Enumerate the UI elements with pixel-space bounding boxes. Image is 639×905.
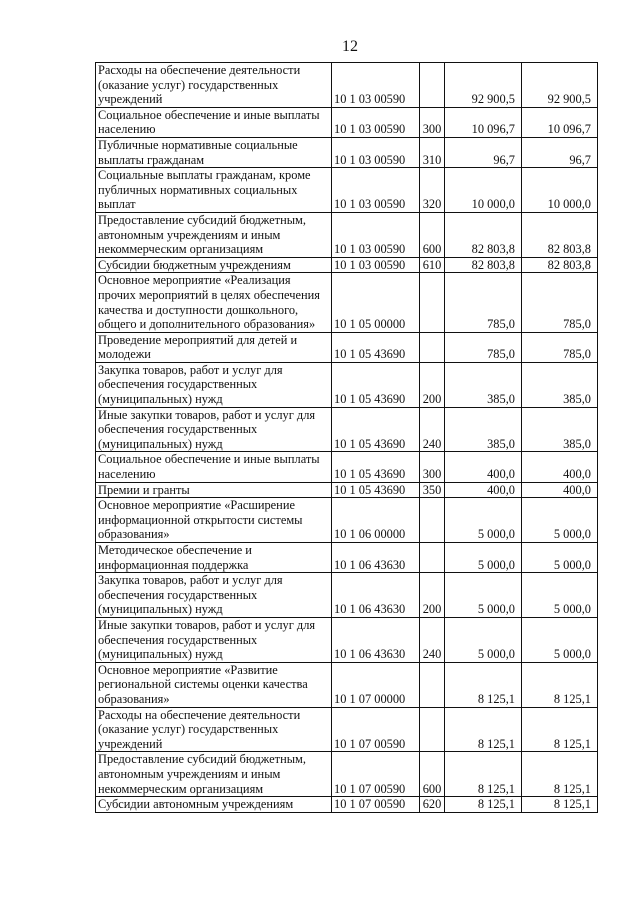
row-name-cell: Субсидии автономным учреждениям — [96, 797, 332, 813]
row-name-cell: Публичные нормативные социальные выплаты гражданам — [96, 137, 332, 167]
row-sum-cell: 400,0 — [445, 452, 522, 482]
row-sum-cell: 5 000,0 — [445, 617, 522, 662]
row-name-cell: Субсидии бюджетным учреждениям — [96, 257, 332, 273]
table-row — [96, 332, 598, 362]
row-name-cell: Премии и гранты — [96, 482, 332, 498]
row-name-cell: Иные закупки товаров, работ и услуг для обеспечения государственных (муниципальных) нужд — [96, 617, 332, 662]
row-sum-cell: 8 125,1 — [445, 707, 522, 752]
row-sum-cell: 8 125,1 — [445, 797, 522, 813]
row-name-cell: Основное мероприятие «Расширение информационной открытости системы образования» — [96, 498, 332, 543]
row-code-cell: 10 1 07 00590 — [332, 797, 420, 813]
row-vr-cell — [420, 707, 445, 752]
page-number: 12 — [342, 38, 358, 55]
row-sum-cell: 8 125,1 — [445, 752, 522, 797]
row-vr-cell: 350 — [420, 482, 445, 498]
row-sum-cell: 785,0 — [522, 332, 598, 362]
row-vr-cell — [420, 273, 445, 332]
budget-table — [95, 62, 598, 813]
row-code-cell: 10 1 06 00000 — [332, 498, 420, 543]
row-sum-cell: 5 000,0 — [522, 617, 598, 662]
row-name-cell: Расходы на обеспечение деятельности (оказание услуг) государственных учреждений — [96, 63, 332, 108]
row-sum-cell: 5 000,0 — [445, 543, 522, 573]
row-code-cell: 10 1 03 00590 — [332, 168, 420, 213]
row-name-cell: Социальное обеспечение и иные выплаты населению — [96, 107, 332, 137]
row-sum-cell: 10 096,7 — [522, 107, 598, 137]
row-name-cell: Предоставление субсидий бюджетным, автономным учреждениям и иным некоммерческим организациям — [96, 752, 332, 797]
table-row — [96, 498, 598, 543]
row-sum-cell: 96,7 — [445, 137, 522, 167]
row-code-cell: 10 1 03 00590 — [332, 63, 420, 108]
row-code-cell: 10 1 05 43690 — [332, 452, 420, 482]
row-code-cell: 10 1 07 00000 — [332, 662, 420, 707]
row-vr-cell — [420, 63, 445, 108]
table-row — [96, 273, 598, 332]
row-sum-cell: 400,0 — [522, 452, 598, 482]
row-code-cell: 10 1 05 43690 — [332, 332, 420, 362]
table-row — [96, 482, 598, 498]
row-name-cell: Иные закупки товаров, работ и услуг для обеспечения государственных (муниципальных) нужд — [96, 407, 332, 452]
row-sum-cell: 785,0 — [445, 273, 522, 332]
row-vr-cell: 320 — [420, 168, 445, 213]
table-row — [96, 752, 598, 797]
table-row — [96, 168, 598, 213]
row-code-cell: 10 1 07 00590 — [332, 752, 420, 797]
row-name-cell: Проведение мероприятий для детей и молодежи — [96, 332, 332, 362]
row-name-cell: Закупка товаров, работ и услуг для обеспечения государственных (муниципальных) нужд — [96, 362, 332, 407]
row-vr-cell: 240 — [420, 617, 445, 662]
table-body — [96, 63, 598, 813]
row-name-cell: Предоставление субсидий бюджетным, автономным учреждениям и иным некоммерческим организациям — [96, 212, 332, 257]
row-vr-cell: 240 — [420, 407, 445, 452]
row-sum-cell: 785,0 — [445, 332, 522, 362]
table-row — [96, 543, 598, 573]
row-code-cell: 10 1 05 43690 — [332, 362, 420, 407]
row-name-cell: Закупка товаров, работ и услуг для обеспечения государственных (муниципальных) нужд — [96, 573, 332, 618]
row-vr-cell — [420, 543, 445, 573]
row-sum-cell: 385,0 — [445, 407, 522, 452]
row-sum-cell: 785,0 — [522, 273, 598, 332]
table-row — [96, 573, 598, 618]
row-code-cell: 10 1 03 00590 — [332, 107, 420, 137]
row-sum-cell: 385,0 — [445, 362, 522, 407]
row-name-cell: Основное мероприятие «Развитие региональной системы оценки качества образования» — [96, 662, 332, 707]
row-vr-cell — [420, 662, 445, 707]
row-vr-cell: 310 — [420, 137, 445, 167]
row-code-cell: 10 1 06 43630 — [332, 573, 420, 618]
row-sum-cell: 10 000,0 — [445, 168, 522, 213]
row-code-cell: 10 1 03 00590 — [332, 137, 420, 167]
table-row — [96, 257, 598, 273]
row-sum-cell: 10 000,0 — [522, 168, 598, 213]
row-sum-cell: 8 125,1 — [522, 662, 598, 707]
row-code-cell: 10 1 05 43690 — [332, 482, 420, 498]
row-name-cell: Социальные выплаты гражданам, кроме публичных нормативных социальных выплат — [96, 168, 332, 213]
row-code-cell: 10 1 06 43630 — [332, 617, 420, 662]
row-sum-cell: 96,7 — [522, 137, 598, 167]
table-row — [96, 137, 598, 167]
row-name-cell: Социальное обеспечение и иные выплаты населению — [96, 452, 332, 482]
row-name-cell: Основное мероприятие «Реализация прочих мероприятий в целях обеспечения качества и доступности дошкольного, общего и дополнительного образования» — [96, 273, 332, 332]
table-row — [96, 63, 598, 108]
row-vr-cell: 620 — [420, 797, 445, 813]
row-name-cell: Расходы на обеспечение деятельности (оказание услуг) государственных учреждений — [96, 707, 332, 752]
row-sum-cell: 8 125,1 — [522, 752, 598, 797]
row-sum-cell: 82 803,8 — [445, 257, 522, 273]
row-sum-cell: 400,0 — [522, 482, 598, 498]
table-row — [96, 107, 598, 137]
row-code-cell: 10 1 03 00590 — [332, 257, 420, 273]
row-sum-cell: 10 096,7 — [445, 107, 522, 137]
row-sum-cell: 8 125,1 — [445, 662, 522, 707]
row-sum-cell: 82 803,8 — [522, 212, 598, 257]
row-sum-cell: 92 900,5 — [522, 63, 598, 108]
row-vr-cell: 200 — [420, 573, 445, 618]
row-vr-cell: 600 — [420, 212, 445, 257]
row-code-cell: 10 1 07 00590 — [332, 707, 420, 752]
row-sum-cell: 400,0 — [445, 482, 522, 498]
row-sum-cell: 385,0 — [522, 407, 598, 452]
row-code-cell: 10 1 06 43630 — [332, 543, 420, 573]
row-vr-cell — [420, 332, 445, 362]
table-row — [96, 452, 598, 482]
row-sum-cell: 5 000,0 — [522, 498, 598, 543]
row-sum-cell: 82 803,8 — [522, 257, 598, 273]
row-code-cell: 10 1 05 00000 — [332, 273, 420, 332]
row-sum-cell: 5 000,0 — [522, 573, 598, 618]
row-sum-cell: 82 803,8 — [445, 212, 522, 257]
table-row — [96, 662, 598, 707]
table-row — [96, 212, 598, 257]
table-row — [96, 407, 598, 452]
row-code-cell: 10 1 05 43690 — [332, 407, 420, 452]
row-name-cell: Методическое обеспечение и информационная поддержка — [96, 543, 332, 573]
table-row — [96, 707, 598, 752]
row-vr-cell: 600 — [420, 752, 445, 797]
row-sum-cell: 5 000,0 — [522, 543, 598, 573]
table-row — [96, 797, 598, 813]
row-vr-cell: 300 — [420, 107, 445, 137]
row-sum-cell: 8 125,1 — [522, 707, 598, 752]
row-vr-cell: 300 — [420, 452, 445, 482]
table-row — [96, 617, 598, 662]
row-sum-cell: 8 125,1 — [522, 797, 598, 813]
row-sum-cell: 5 000,0 — [445, 498, 522, 543]
row-vr-cell: 200 — [420, 362, 445, 407]
row-sum-cell: 92 900,5 — [445, 63, 522, 108]
row-sum-cell: 385,0 — [522, 362, 598, 407]
row-vr-cell: 610 — [420, 257, 445, 273]
row-vr-cell — [420, 498, 445, 543]
row-sum-cell: 5 000,0 — [445, 573, 522, 618]
row-code-cell: 10 1 03 00590 — [332, 212, 420, 257]
table-row — [96, 362, 598, 407]
